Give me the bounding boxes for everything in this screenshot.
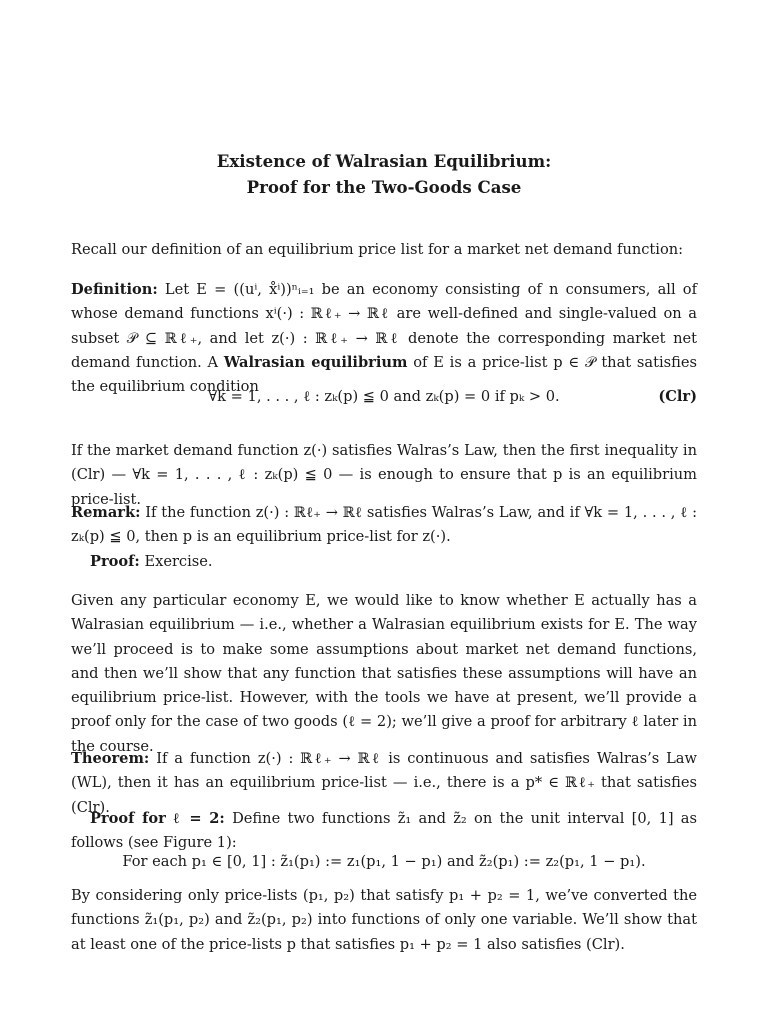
remark-label: Remark: <box>71 504 141 521</box>
definition-block <box>71 278 697 399</box>
remark-proof-text: Exercise. <box>144 553 213 570</box>
clr-formula: ∀k = 1, . . . , ℓ : zₖ(p) ≦ 0 and zₖ(p) = 0 if pₖ > 0. <box>208 388 560 405</box>
paper-title <box>71 148 697 200</box>
definition-term: Walrasian equilibrium <box>223 353 408 371</box>
clr-equation <box>71 385 697 409</box>
theorem-text: If a function z(·) : ℝℓ₊ → ℝℓ is continuous and satisfies Walras’s Law (WL), then it has an equilibrium price-list — i.e., there is a p* ∈ ℝℓ₊ that satisfies (Clr). <box>71 750 698 816</box>
remark-proof <box>90 550 697 574</box>
unit-interval-equation <box>71 850 697 874</box>
proof-two-goods-block <box>71 807 697 856</box>
remark-block <box>71 501 697 550</box>
definition-label: Definition: <box>71 281 158 298</box>
given-paragraph: Given any particular economy E, we would like to know whether E actually has a Walrasian equilibrium — i.e., whether a Walrasian equilibrium exists for E. The way we’ll proceed is to make some assumptions about market net demand functions, and then we’ll show that any function that satisfies these assumptions will have an equilibrium price-list. However, with the tools we have at present, we’ll provide a proof only for the case of two goods (ℓ = 2); we’ll give a proof for arbitrary ℓ later in the course. <box>71 592 697 755</box>
remark-text: If the function z(·) : ℝℓ₊ → ℝℓ satisfies Walras’s Law, and if ∀k = 1, . . . , ℓ : zₖ(p) ≦ 0, then p is an equilibrium price-list for z(·). <box>71 504 698 546</box>
final-paragraph: By considering only price-lists (p₁, p₂) that satisfy p₁ + p₂ = 1, we’ve converted the functions z̃₁(p₁, p₂) and z̃₂(p₁, p₂) into functions of only one variable. We’ll show that at least one of the price-lists p that satisfies p₁ + p₂ = 1 also satisfies (Clr). <box>71 887 697 953</box>
unit-interval-formula: For each p₁ ∈ [0, 1] : z̃₁(p₁) := z₁(p₁, 1 − p₁) and z̃₂(p₁) := z₂(p₁, 1 − p₁). <box>122 853 646 870</box>
clr-tag: (Clr) <box>658 388 697 405</box>
remark-proof-label: Proof: <box>90 553 140 570</box>
title-line-2: Proof for the Two-Goods Case <box>246 177 522 197</box>
proof-two-goods-text: Define two functions z̃₁ and z̃₂ on the unit interval [0, 1] as follows (see Figure 1): <box>71 810 697 852</box>
title-line-1: Existence of Walrasian Equilibrium: <box>216 151 552 171</box>
intro-paragraph: Recall our definition of an equilibrium price list for a market net demand function: <box>71 241 684 258</box>
theorem-label: Theorem: <box>71 750 150 767</box>
definition-text-a: Let E = ((uⁱ, x̊ⁱ))ⁿᵢ₌₁ be an economy consisting of n consumers, all of whose demand functions xⁱ(·) : ℝℓ₊ → ℝℓ are well-defined and single-valued on a subset 𝒫 ⊆ ℝℓ₊, and let z(·) : ℝℓ₊ → ℝℓ denote the corresponding market net demand function. A <box>71 281 697 371</box>
definition-text-b: of E is a price-list p ∈ 𝒫 that satisfies the equilibrium condition <box>71 353 698 396</box>
walras-paragraph: If the market demand function z(·) satisfies Walras’s Law, then the first inequality in (Clr) — ∀k = 1, . . . , ℓ : zₖ(p) ≦ 0 — is enough to ensure that p is an equilibrium price-list. <box>71 442 697 508</box>
proof-two-goods-label: Proof for ℓ = 2: <box>90 810 225 827</box>
